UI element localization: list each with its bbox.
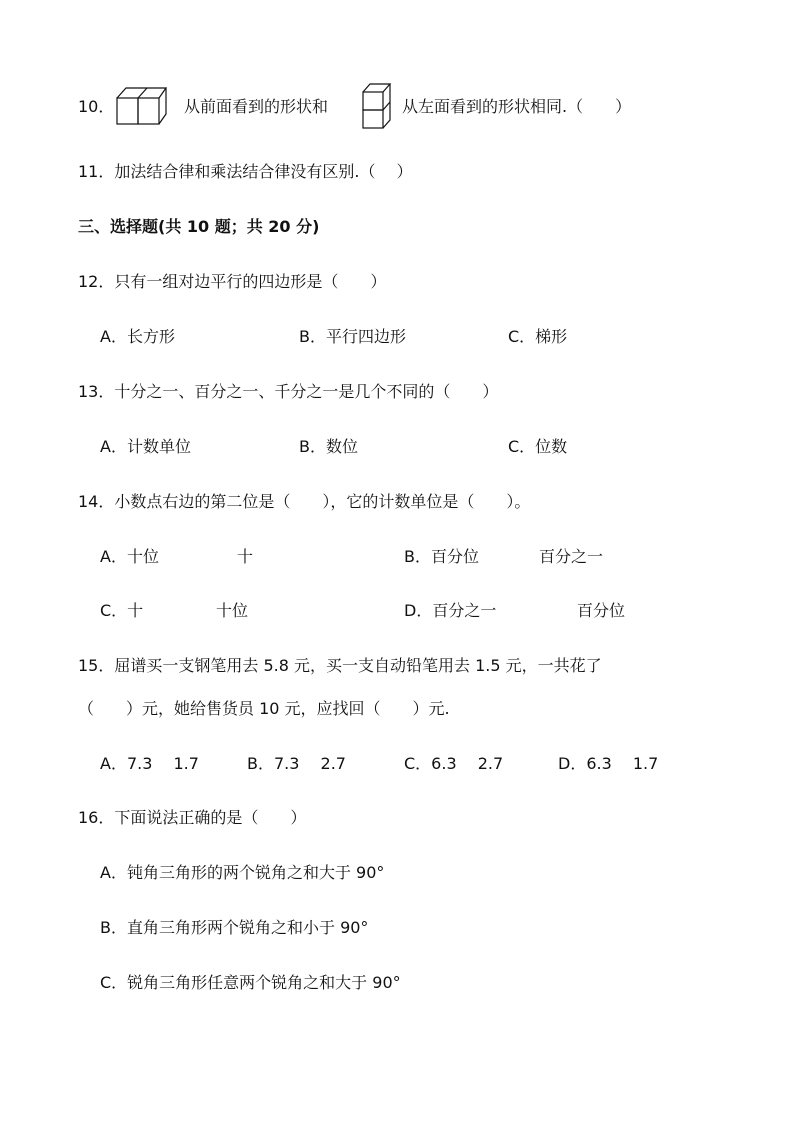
q10-text-b: 从左面看到的形状相同.（ ） <box>402 97 632 116</box>
q10-text-a: 从前面看到的形状和 <box>184 97 329 116</box>
q14-option-b-second: 百分之一 <box>539 547 604 566</box>
q14-option-b: B．百分位 <box>404 547 479 566</box>
q13-text: 13．十分之一、百分之一、千分之一是几个不同的（ ） <box>78 382 499 401</box>
q12-option-b: B．平行四边形 <box>299 327 406 346</box>
q15-option-b: B．7.3 2.7 <box>247 754 346 773</box>
q11-text: 11．加法结合律和乘法结合律没有区别.（ ） <box>78 162 413 181</box>
q12-option-c: C．梯形 <box>508 327 568 346</box>
q12-text: 12．只有一组对边平行的四边形是（ ） <box>78 272 387 291</box>
q15-option-a: A．7.3 1.7 <box>100 754 199 773</box>
q16-option-a: A．钝角三角形的两个锐角之和大于 90° <box>100 863 385 882</box>
q15-option-d: D．6.3 1.7 <box>558 754 659 773</box>
section3-title: 三、选择题(共 10 题；共 20 分) <box>78 217 320 236</box>
q14-option-d-second: 百分位 <box>577 601 626 620</box>
q16-text: 16．下面说法正确的是（ ） <box>78 808 307 827</box>
q12-option-a: A．长方形 <box>100 327 175 346</box>
q14-option-c-second: 十位 <box>216 601 249 620</box>
q13-option-b: B．数位 <box>299 437 358 456</box>
q15-line1: 15．屈谱买一支钢笔用去 5.8 元，买一支自动铅笔用去 1.5 元，一共花了 <box>78 656 602 675</box>
q10-number: 10． <box>78 97 115 116</box>
q13-option-c: C．位数 <box>508 437 568 456</box>
q16-option-c: C．锐角三角形任意两个锐角之和大于 90° <box>100 973 401 992</box>
q15-line2: （ ）元，她给售货员 10 元，应找回（ ）元. <box>78 699 450 718</box>
q14-text: 14．小数点右边的第二位是（ ），它的计数单位是（ ）。 <box>78 492 531 511</box>
two-cubes-front-view-icon <box>116 86 168 126</box>
q14-option-c: C．十 <box>100 601 144 620</box>
q14-option-d: D．百分之一 <box>404 601 497 620</box>
q15-option-c: C．6.3 2.7 <box>404 754 504 773</box>
q13-option-a: A．计数单位 <box>100 437 191 456</box>
stacked-cubes-left-view-icon <box>362 82 392 130</box>
q16-option-b: B．直角三角形两个锐角之和小于 90° <box>100 918 369 937</box>
q14-option-a-second: 十 <box>237 547 254 566</box>
q14-option-a: A．十位 <box>100 547 159 566</box>
